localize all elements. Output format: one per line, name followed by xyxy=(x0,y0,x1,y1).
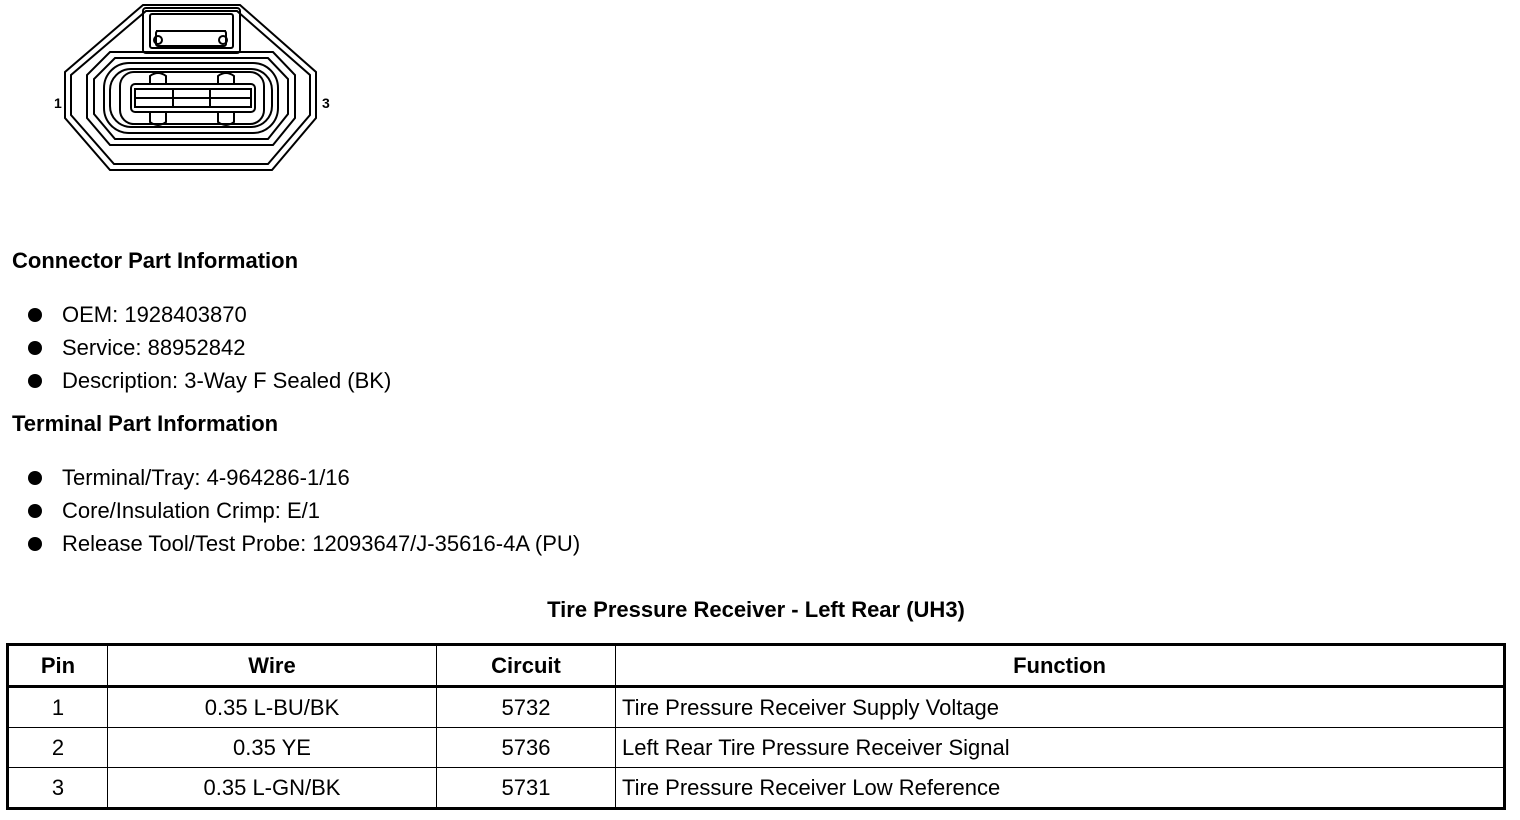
connector-description: Description: 3-Way F Sealed (BK) xyxy=(62,368,392,393)
list-item xyxy=(28,364,391,397)
pin-1-label: 1 xyxy=(54,95,62,111)
list-item xyxy=(28,331,391,364)
list-item xyxy=(28,494,580,527)
insulation-crimp: Core/Insulation Crimp: E/1 xyxy=(62,498,320,523)
table-row xyxy=(8,687,1505,728)
terminal-section-title: Terminal Part Information xyxy=(12,411,279,436)
oem-number: OEM: 1928403870 xyxy=(62,302,247,327)
cell-function: Tire Pressure Receiver Low Reference xyxy=(616,768,1505,809)
cell-circuit: 5736 xyxy=(437,728,616,768)
terminal-info-list xyxy=(28,461,580,560)
release-tool: Release Tool/Test Probe: 12093647/J-35616-4A (PU) xyxy=(62,531,581,556)
bullet-icon xyxy=(28,537,42,551)
list-item xyxy=(28,298,391,331)
header-pin: Pin xyxy=(8,645,108,687)
cell-wire: 0.35 L-BU/BK xyxy=(108,687,437,728)
bullet-icon xyxy=(28,374,42,388)
cell-circuit: 5731 xyxy=(437,768,616,809)
list-item xyxy=(28,527,580,560)
service-number: Service: 88952842 xyxy=(62,335,246,360)
table-header-row xyxy=(8,645,1505,687)
cell-wire: 0.35 YE xyxy=(108,728,437,768)
bullet-icon xyxy=(28,504,42,518)
list-item xyxy=(28,461,580,494)
cell-function: Left Rear Tire Pressure Receiver Signal xyxy=(616,728,1505,768)
bullet-icon xyxy=(28,341,42,355)
header-wire: Wire xyxy=(108,645,437,687)
pin-3-label: 3 xyxy=(322,95,330,111)
cell-circuit: 5732 xyxy=(437,687,616,728)
cell-pin: 1 xyxy=(8,687,108,728)
cell-pin: 3 xyxy=(8,768,108,809)
table-row xyxy=(8,768,1505,809)
header-circuit: Circuit xyxy=(437,645,616,687)
connector-face-diagram xyxy=(40,0,350,180)
terminal-tray: Terminal/Tray: 4-964286-1/16 xyxy=(62,465,350,490)
pin-table xyxy=(6,643,1506,810)
header-function: Function xyxy=(616,645,1505,687)
cell-function: Tire Pressure Receiver Supply Voltage xyxy=(616,687,1505,728)
connector-outline-drawing xyxy=(40,0,350,180)
cell-wire: 0.35 L-GN/BK xyxy=(108,768,437,809)
bullet-icon xyxy=(28,471,42,485)
pin-table-title: Tire Pressure Receiver - Left Rear (UH3) xyxy=(547,597,965,622)
connector-info-list xyxy=(28,298,391,397)
table-row xyxy=(8,728,1505,768)
cell-pin: 2 xyxy=(8,728,108,768)
connector-section-title: Connector Part Information xyxy=(12,248,299,273)
bullet-icon xyxy=(28,308,42,322)
